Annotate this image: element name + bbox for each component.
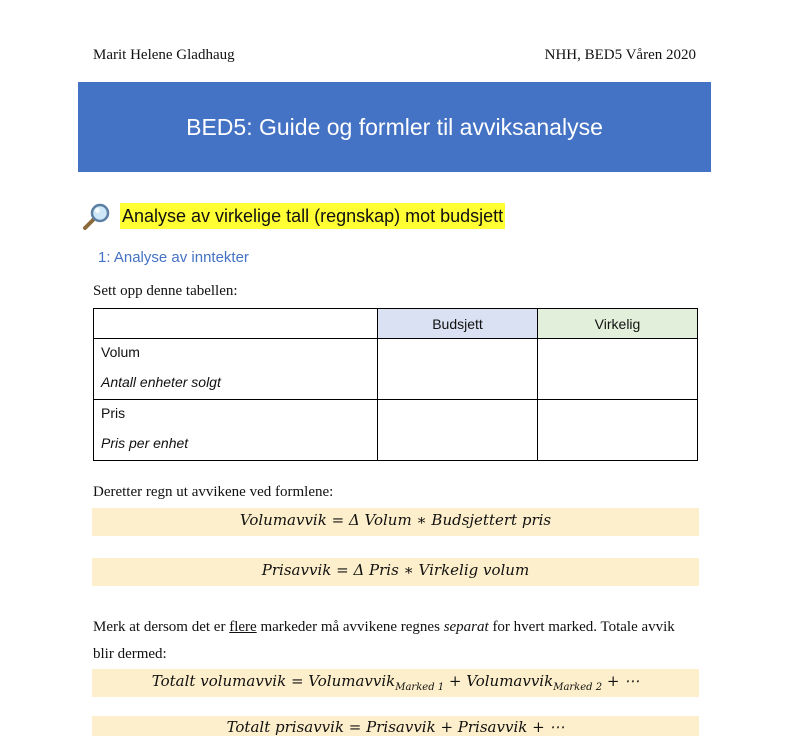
formula-volumavvik: Volumavvik = Δ Volum ∗ Budsjettert pris [92,508,699,536]
section-heading [82,201,505,231]
table-header-budsjett: Budsjett [378,309,538,339]
formula-totalt-prisavvik: Totalt prisavvik = Prisavvik + Prisavvik + ⋯ [92,716,699,736]
row-label-cell [94,400,378,461]
note-flere: flere [229,619,257,635]
title-banner [78,82,711,172]
header-course: NHH, BED5 Våren 2020 [544,47,696,63]
table-cell [378,339,538,400]
table-header-empty [94,309,378,339]
table-cell [538,339,698,400]
table-row [94,339,698,400]
formula-prisavvik: Prisavvik = Δ Pris ∗ Virkelig volum [92,558,699,586]
table-cell [378,400,538,461]
note-paragraph: Merk at dersom det er flere markeder må avvikene regnes separat for hvert marked. Totale avvik blir dermed: [93,619,675,662]
page-title: BED5: Guide og formler til avviksanalyse [186,113,603,140]
revenue-table [93,308,698,461]
row-label: Volum [101,344,140,360]
after-table-text: Deretter regn ut avvikene ved formlene: [93,484,334,500]
intro-text: Sett opp denne tabellen: [93,283,238,299]
row-label: Pris [101,405,126,421]
table-header-virkelig: Virkelig [538,309,698,339]
section-title: Analyse av virkelige tall (regnskap) mot budsjett [120,203,505,229]
header-author: Marit Helene Gladhaug [93,47,235,63]
row-label-cell [94,339,378,400]
table-cell [538,400,698,461]
row-sublabel: Pris per enhet [101,435,189,451]
row-sublabel: Antall enheter solgt [101,374,221,390]
formula-totalt-volumavvik: Totalt volumavvik = Volumavvik$_{Marked 1}$ + Volumavvik$_{Marked 2}$ + ⋯ [92,669,699,697]
table-row [94,400,698,461]
subsection-title: 1: Analyse av inntekter [98,249,249,266]
note-separat: separat [443,619,489,635]
magnifier-icon [82,201,112,231]
